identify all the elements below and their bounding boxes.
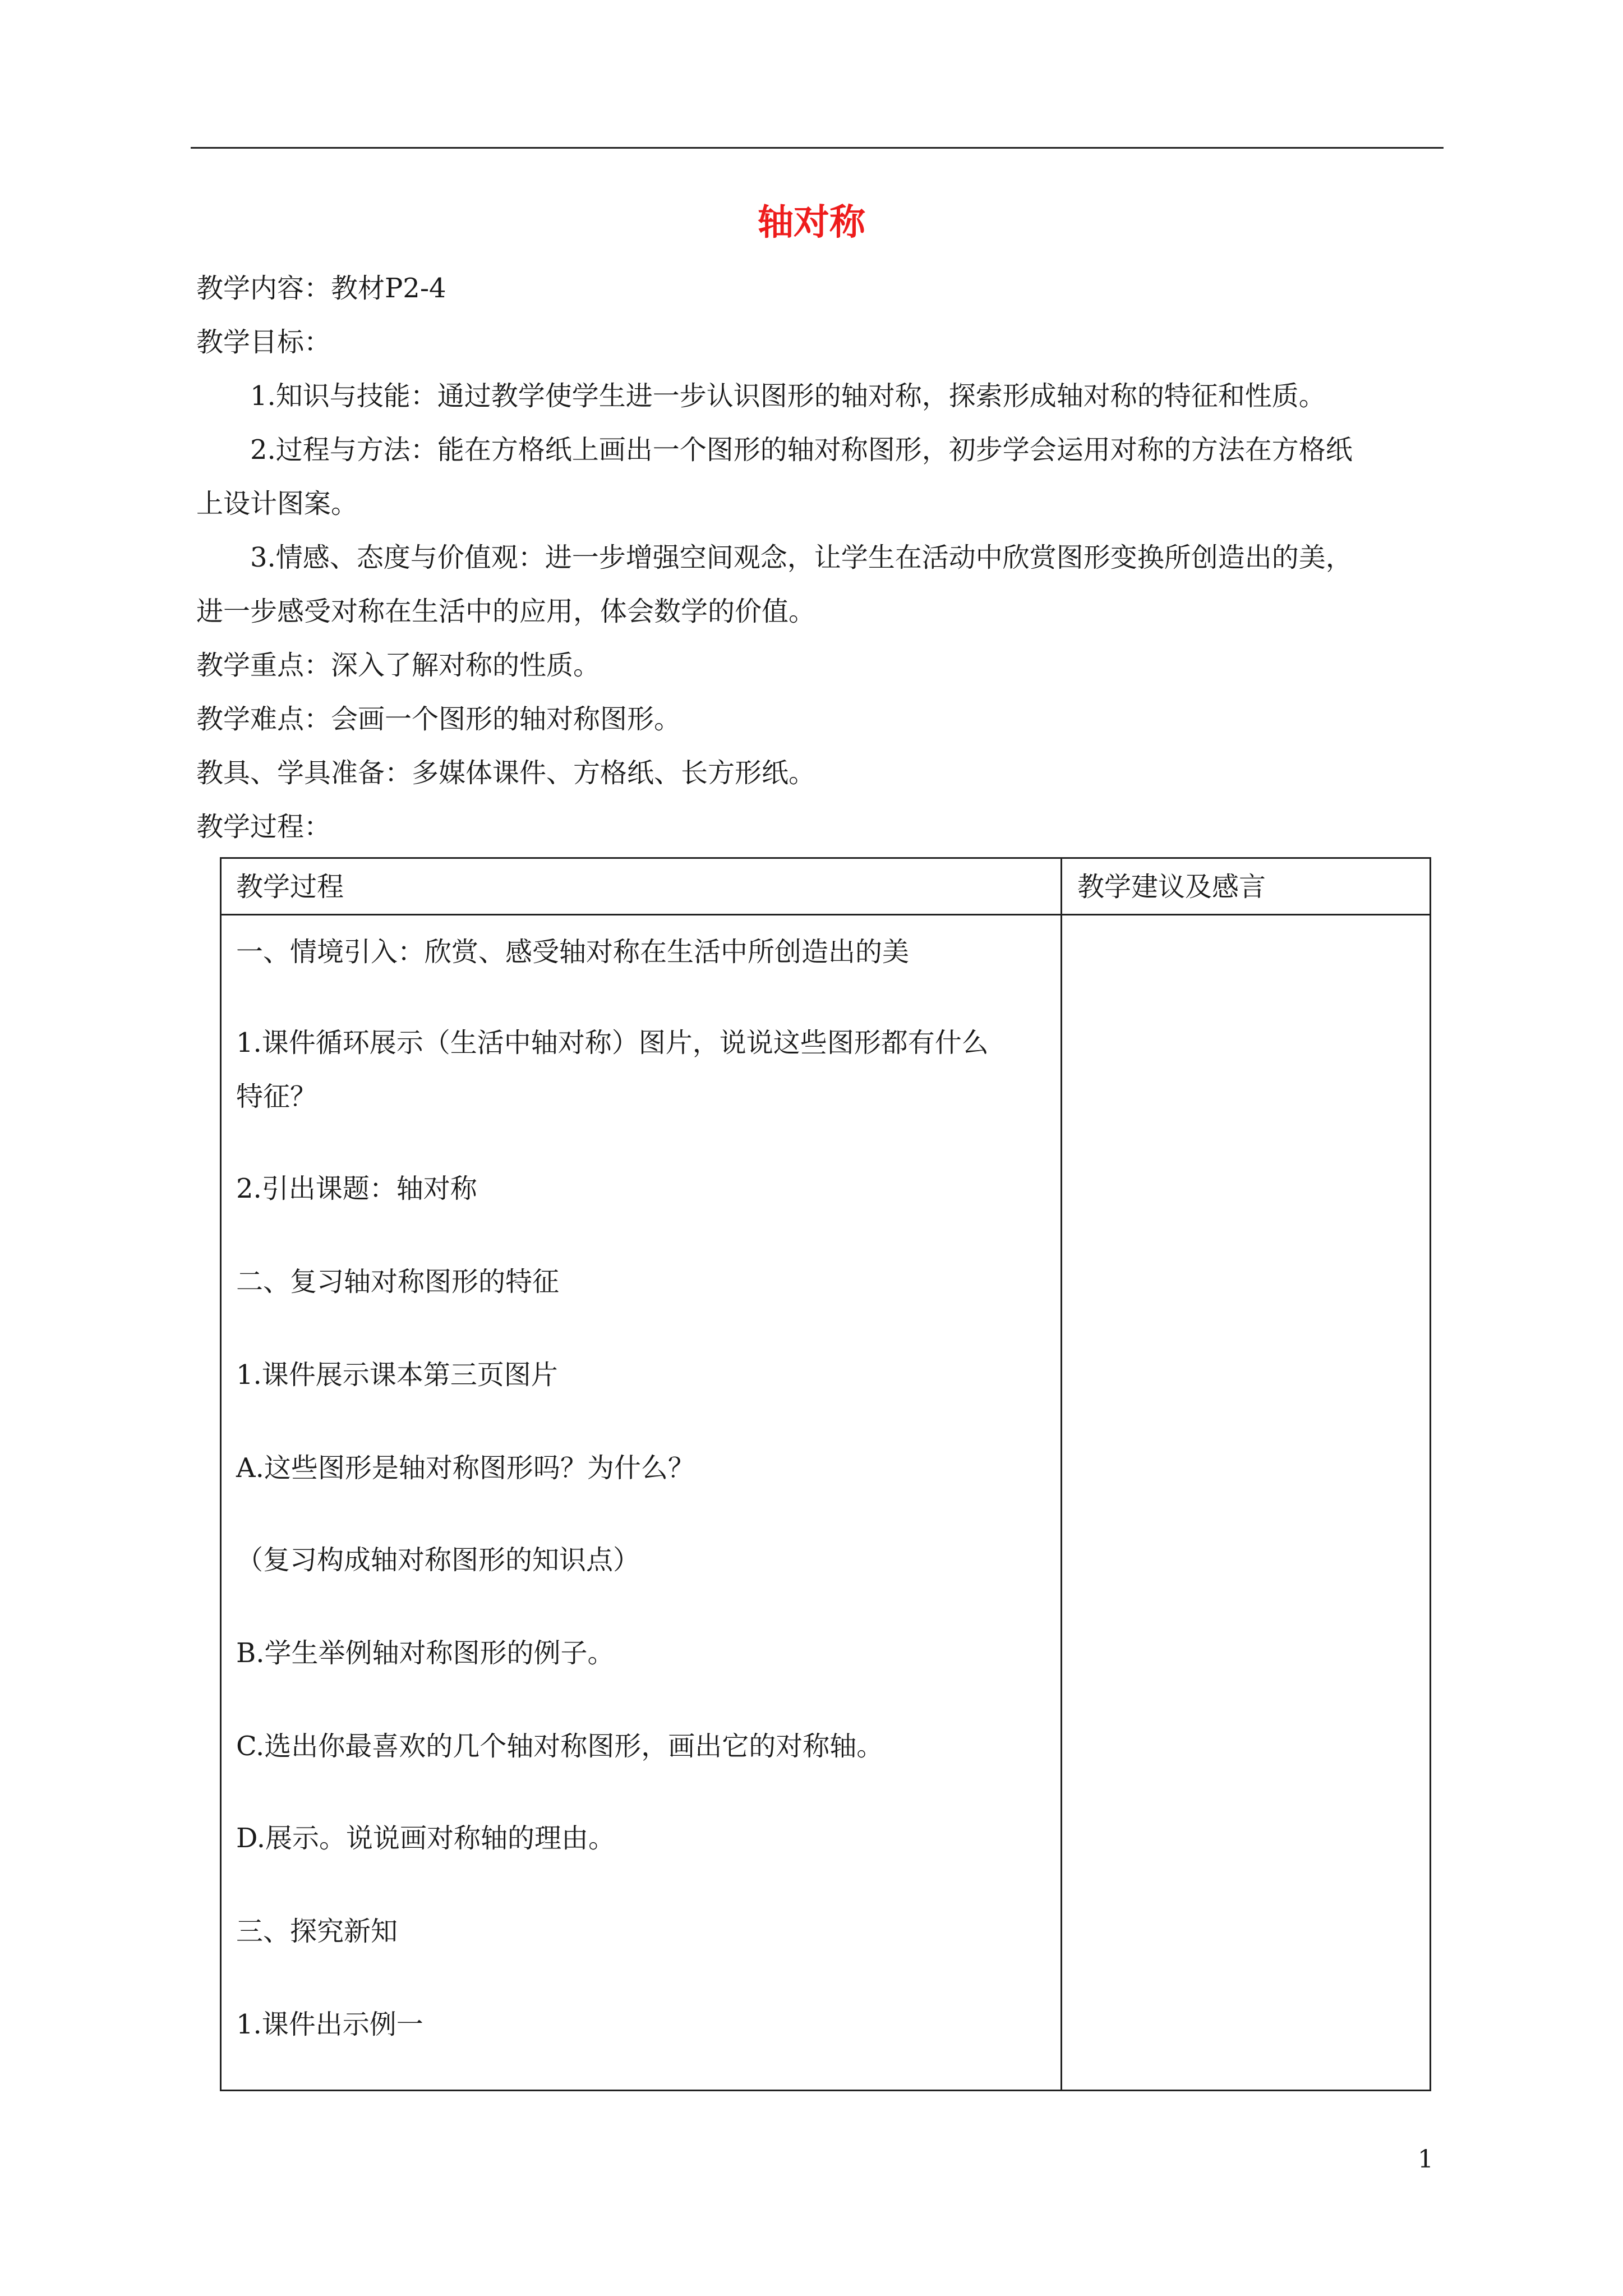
table-line: A.这些图形是轴对称图形吗？为什么？ <box>236 1452 695 1484</box>
objective-2-line-1: 2.过程与方法：能在方格纸上画出一个图形的轴对称图形，初步学会运用对称的方法在方格纸 <box>250 434 1353 466</box>
table-header-process: 教学过程 <box>236 871 344 903</box>
table-header-notes: 教学建议及感言 <box>1077 871 1266 903</box>
table-line: C.选出你最喜欢的几个轴对称图形，画出它的对称轴。 <box>236 1731 884 1762</box>
document-title: 轴对称 <box>758 202 865 243</box>
key-point: 教学重点：深入了解对称的性质。 <box>196 650 601 681</box>
table-line: 1.课件出示例一 <box>236 2009 423 2040</box>
table-line: 特征？ <box>236 1081 317 1112</box>
materials: 教具、学具准备：多媒体课件、方格纸、长方形纸。 <box>196 757 816 789</box>
table-line: （复习构成轴对称图形的知识点） <box>236 1544 640 1576</box>
table-line: 一、情境引入：欣赏、感受轴对称在生活中所创造出的美 <box>236 936 910 968</box>
table-column-divider <box>1061 859 1062 2090</box>
process-label: 教学过程： <box>196 811 331 843</box>
table-header-divider <box>222 914 1430 915</box>
objective-2-line-2: 上设计图案。 <box>196 488 358 519</box>
table-line: 1.课件循环展示（生活中轴对称）图片，说说这些图形都有什么 <box>236 1027 989 1059</box>
objective-1: 1.知识与技能：通过教学使学生进一步认识图形的轴对称，探索形成轴对称的特征和性质。 <box>250 380 1326 412</box>
header-rule <box>191 147 1444 149</box>
objectives-label: 教学目标： <box>196 326 331 358</box>
table-line: 2.引出课题：轴对称 <box>236 1173 477 1204</box>
table-line: 三、探究新知 <box>236 1916 398 1947</box>
page-number: 1 <box>1418 2145 1433 2174</box>
table-line: 二、复习轴对称图形的特征 <box>236 1266 560 1297</box>
teaching-content: 教学内容：教材P2-4 <box>196 273 446 304</box>
objective-3-line-2: 进一步感受对称在生活中的应用，体会数学的价值。 <box>196 596 816 627</box>
table-line: 1.课件展示课本第三页图片 <box>236 1359 558 1391</box>
lesson-table <box>220 857 1431 2091</box>
table-line: B.学生举例轴对称图形的例子。 <box>236 1637 615 1669</box>
difficulty: 教学难点：会画一个图形的轴对称图形。 <box>196 703 681 735</box>
table-line: D.展示。说说画对称轴的理由。 <box>236 1823 616 1854</box>
objective-3-line-1: 3.情感、态度与价值观：进一步增强空间观念，让学生在活动中欣赏图形变换所创造出的美， <box>250 542 1353 573</box>
